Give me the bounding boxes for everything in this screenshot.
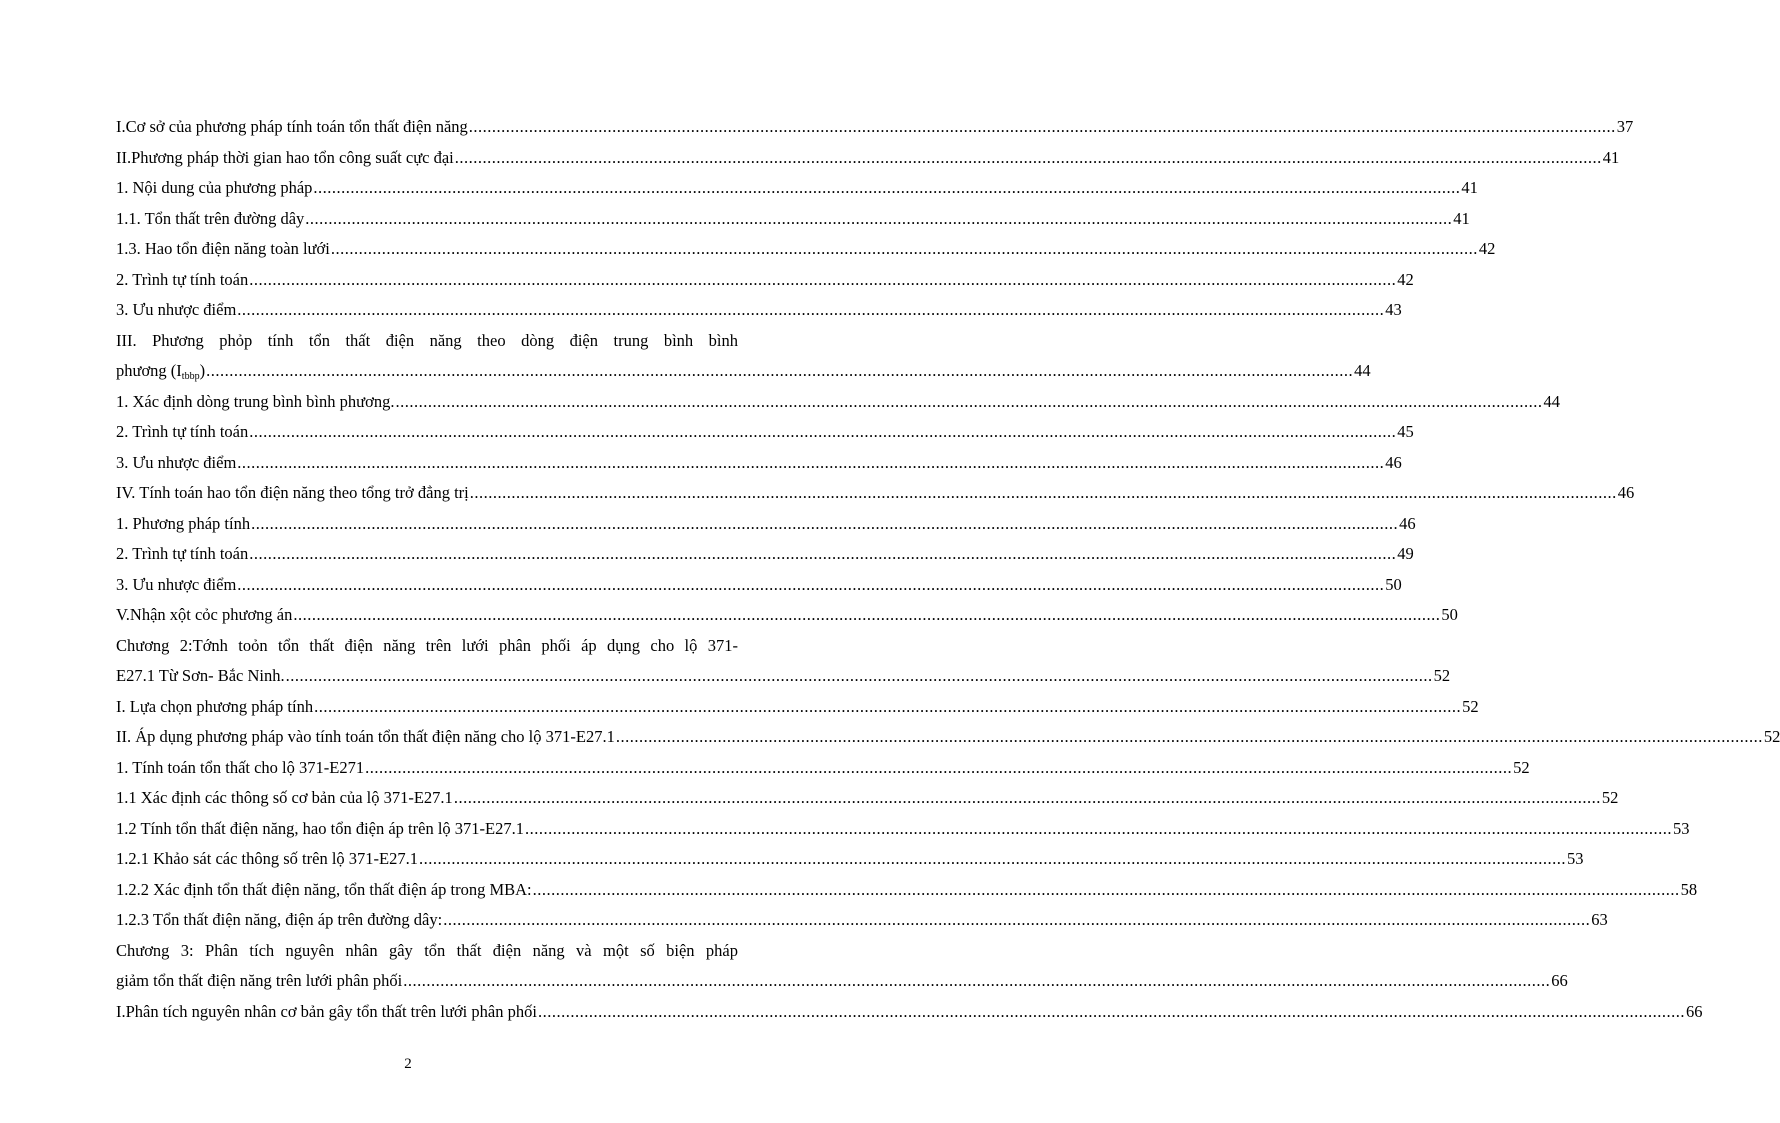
toc-entry-page: 66 (1685, 1001, 1703, 1021)
toc-entry-page: 41 (1453, 208, 1470, 228)
toc-leader-dots (286, 661, 1433, 692)
toc-entry-page: 42 (1478, 239, 1496, 258)
toc-entry[interactable] (116, 875, 1698, 906)
toc-entry[interactable] (116, 600, 1458, 631)
table-of-contents (116, 112, 1780, 1027)
toc-entry-page: 41 (1461, 178, 1478, 197)
toc-entry-title: 1.2 Tính tổn thất điện năng, hao tổn điện áp trên lộ 371-E27.1 (116, 818, 524, 838)
toc-leader-dots (237, 570, 1384, 601)
toc-entry-page: 44 (1354, 361, 1371, 380)
toc-leader-dots (616, 722, 1763, 753)
toc-entry-title: 2. Trình tự tính toán (116, 544, 249, 563)
toc-leader-dots (443, 905, 1590, 936)
toc-entry[interactable] (116, 295, 1402, 326)
toc-leader-dots (525, 814, 1672, 845)
toc-entry[interactable] (116, 356, 1371, 387)
toc-entry[interactable] (116, 814, 1690, 845)
toc-entry[interactable] (116, 234, 1496, 265)
toc-entry-page: 52 (1433, 666, 1451, 685)
toc-entry-title: 1.2.2 Xác định tổn thất điện năng, tổn thất điện áp trong MBA: (116, 879, 532, 899)
toc-entry-title: 1.2.3 Tổn thất điện năng, điện áp trên đường dây: (116, 910, 443, 929)
toc-entry-title: IV. Tính toán hao tổn điện năng theo tổng trở đẳng trị (116, 483, 469, 502)
toc-title-subscript: tbbp (181, 371, 200, 382)
toc-entry[interactable] (116, 753, 1530, 784)
toc-entry-page: 44 (1543, 391, 1560, 411)
toc-title-suffix: ) (199, 361, 206, 380)
toc-entry-page: 52 (1513, 757, 1530, 777)
toc-leader-dots (538, 997, 1685, 1028)
toc-entry-page: 53 (1673, 818, 1690, 838)
toc-entry-page: 50 (1385, 574, 1402, 594)
toc-entry-title: 1. Xác định dòng trung bình bình phương. (116, 391, 395, 411)
toc-entry-title: 2. Trình tự tính toán (116, 422, 249, 441)
toc-entry[interactable] (116, 661, 1451, 692)
toc-entry-page: 42 (1397, 269, 1414, 289)
toc-entry-title: 1.1. Tổn thất trên đường dây (116, 208, 305, 228)
toc-entry[interactable] (116, 265, 1414, 296)
toc-leader-dots (314, 692, 1461, 723)
toc-entry-title: 1. Nội dung của phương pháp (116, 178, 313, 197)
toc-entry[interactable] (116, 539, 1414, 570)
toc-entry-page: 50 (1441, 605, 1458, 624)
toc-entry-title: V.Nhận xột cỏc phương án (116, 605, 293, 624)
toc-entry[interactable] (116, 570, 1402, 601)
toc-entry[interactable] (116, 204, 1470, 235)
toc-leader-dots (237, 295, 1384, 326)
toc-entry-title-line1[interactable]: Chương 2:Tớnh toỏn tổn thất điện năng trên lưới phân phối áp dụng cho lộ 371- (116, 635, 738, 655)
toc-entry-title: 3. Ưu nhược điểm (116, 300, 237, 319)
toc-entry[interactable] (116, 448, 1402, 479)
toc-entry[interactable] (116, 417, 1414, 448)
toc-leader-dots (455, 143, 1602, 174)
toc-entry-page: 46 (1385, 452, 1402, 472)
toc-entry-page: 63 (1591, 910, 1608, 929)
toc-leader-dots (533, 875, 1680, 906)
toc-leader-dots (237, 448, 1384, 479)
toc-entry[interactable] (116, 143, 1620, 174)
toc-entry-page: 43 (1385, 300, 1402, 319)
toc-entry-title: II. Áp dụng phương pháp vào tính toán tổn thất điện năng cho lộ 371-E27.1 (116, 727, 615, 746)
toc-entry-title: 1.2.1 Khảo sát các thông số trên lộ 371-E27.1 (116, 849, 418, 868)
toc-entry[interactable] (116, 387, 1560, 418)
toc-entry-page: 46 (1399, 513, 1416, 533)
toc-leader-dots (395, 387, 1542, 418)
toc-entry-title: I.Phân tích nguyên nhân cơ bản gây tổn thất trên lưới phân phối (116, 1001, 537, 1021)
toc-entry-page: 52 (1601, 788, 1619, 807)
toc-leader-dots (419, 844, 1566, 875)
toc-entry-page: 53 (1566, 849, 1584, 868)
toc-leader-dots (251, 509, 1398, 540)
toc-leader-dots (206, 356, 1353, 387)
toc-entry-page: 58 (1680, 879, 1698, 899)
toc-leader-dots (249, 417, 1396, 448)
toc-entry-title: 3. Ưu nhược điểm (116, 574, 237, 594)
toc-entry[interactable] (116, 692, 1479, 723)
page-number: 2 (404, 1056, 412, 1072)
toc-entry-title: 1.3. Hao tổn điện năng toàn lưới (116, 239, 330, 258)
toc-entry-page: 41 (1602, 147, 1620, 167)
toc-leader-dots (305, 204, 1452, 235)
toc-entry-page: 52 (1462, 696, 1479, 716)
toc-leader-dots (249, 265, 1396, 296)
toc-entry-page: 45 (1397, 422, 1414, 441)
toc-entry-title: II.Phương pháp thời gian hao tổn công suất cực đại (116, 147, 454, 167)
toc-entry[interactable] (116, 844, 1584, 875)
toc-entry[interactable] (116, 966, 1568, 997)
toc-entry-title: E27.1 Từ Sơn- Bắc Ninh. (116, 666, 285, 685)
toc-leader-dots (365, 753, 1512, 784)
toc-leader-dots (470, 478, 1617, 509)
toc-entry-title: 2. Trình tự tính toán (116, 269, 249, 289)
toc-entry-title: 3. Ưu nhược điểm (116, 452, 237, 472)
toc-entry-title: 1.1 Xác định các thông số cơ bản của lộ 371-E27.1 (116, 788, 453, 807)
toc-entry[interactable] (116, 722, 1780, 753)
toc-leader-dots (331, 234, 1478, 265)
toc-leader-dots (313, 173, 1460, 204)
toc-entry-title-line1[interactable]: III. Phương phỏp tính tổn thất điện năng theo dòng điện trung bình bình (116, 330, 738, 350)
toc-leader-dots (454, 783, 1601, 814)
toc-entry-title: I. Lựa chọn phương pháp tính (116, 696, 314, 716)
toc-entry-page: 52 (1763, 727, 1780, 746)
toc-entry-page: 37 (1616, 117, 1634, 136)
toc-entry[interactable] (116, 783, 1619, 814)
toc-entry[interactable] (116, 509, 1416, 540)
toc-entry-title: 1. Phương pháp tính (116, 513, 251, 533)
toc-leader-dots (403, 966, 1550, 997)
toc-leader-dots (469, 112, 1616, 143)
toc-entry[interactable] (116, 112, 1634, 143)
toc-entry-page: 46 (1617, 483, 1635, 502)
toc-entry-title: I.Cơ sở của phương pháp tính toán tổn thất điện năng (116, 117, 468, 136)
toc-entry-page: 49 (1397, 544, 1414, 563)
toc-leader-dots (249, 539, 1396, 570)
toc-entry[interactable] (116, 997, 1703, 1028)
toc-entry-title: 1. Tính toán tổn thất cho lộ 371-E271 (116, 757, 365, 777)
toc-entry-title: giảm tổn thất điện năng trên lưới phân phối (116, 971, 403, 990)
toc-entry[interactable] (116, 173, 1478, 204)
toc-leader-dots (293, 600, 1440, 631)
toc-title-prefix: phương (I (116, 361, 182, 380)
toc-entry[interactable] (116, 905, 1608, 936)
toc-entry-title-line1[interactable]: Chương 3: Phân tích nguyên nhân gây tổn thất điện năng và một số biện pháp (116, 940, 738, 960)
toc-entry-page: 66 (1551, 971, 1568, 990)
toc-entry[interactable] (116, 478, 1635, 509)
